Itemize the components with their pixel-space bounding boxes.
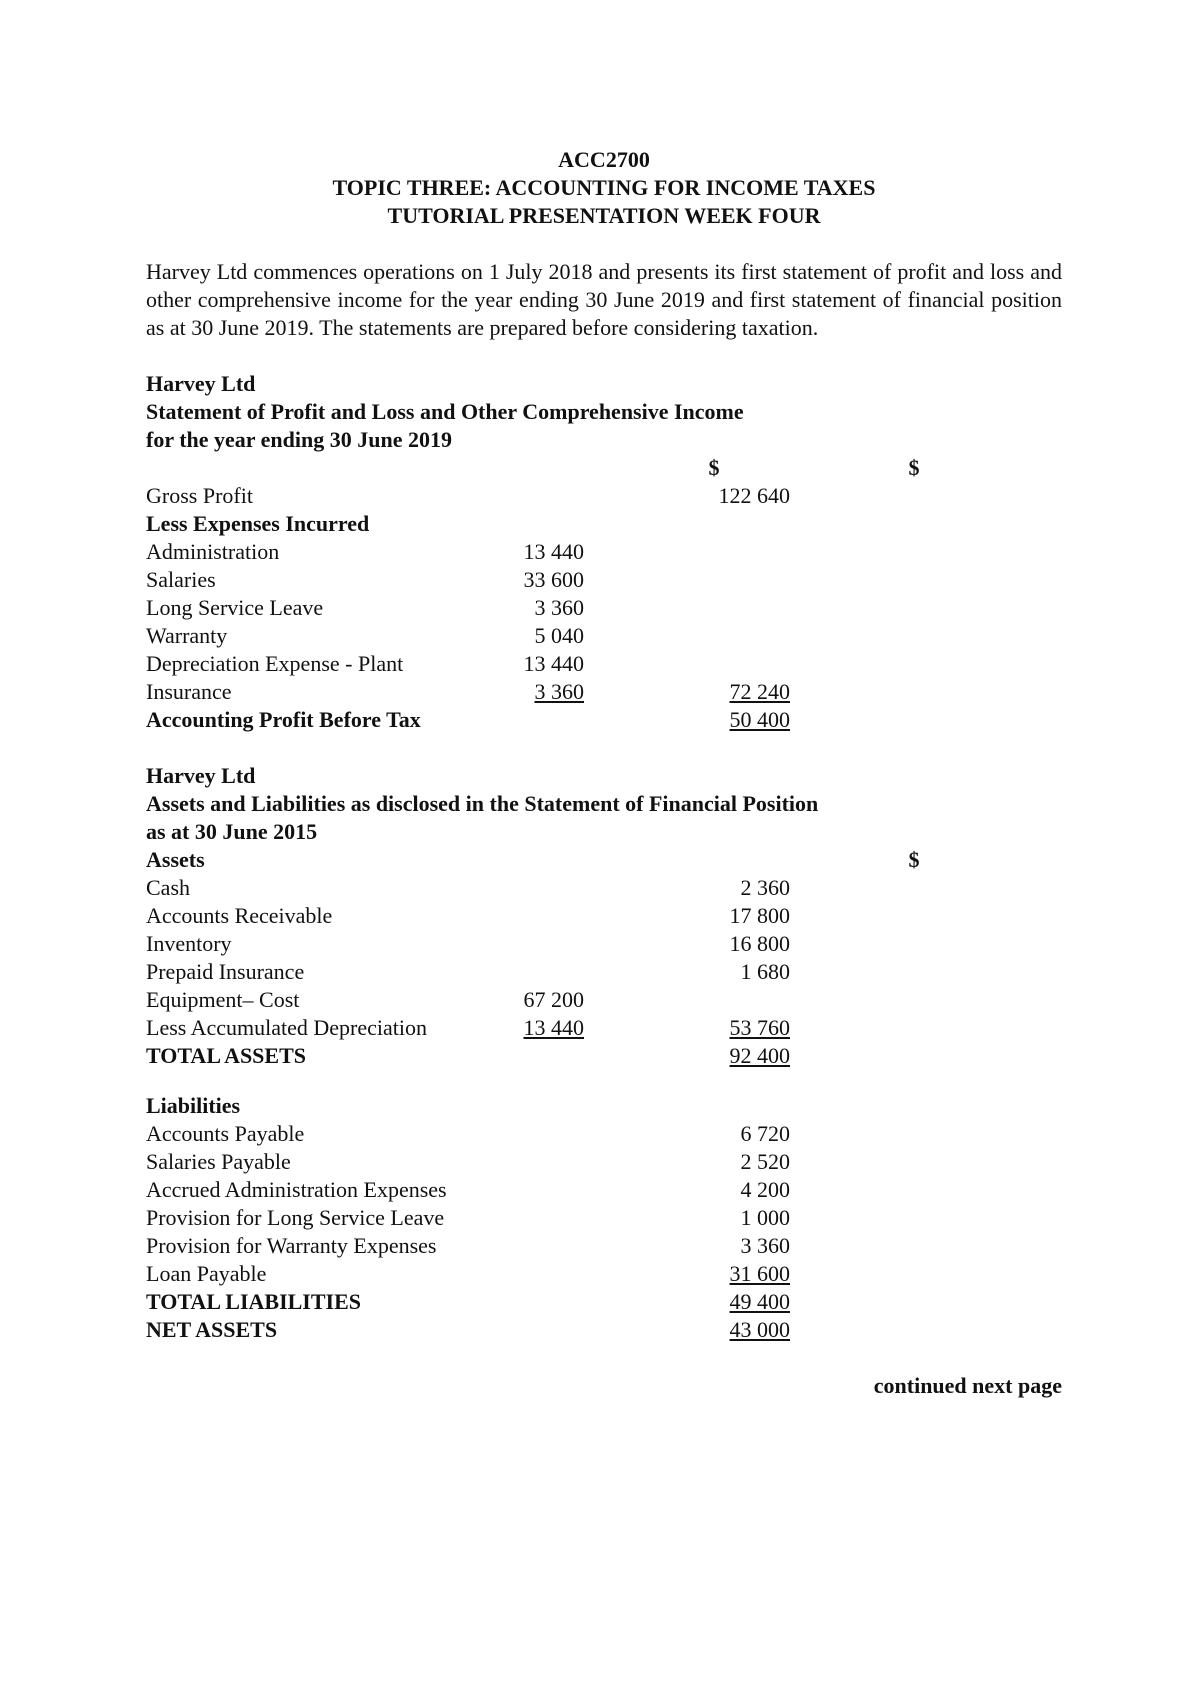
pl-row-profit bbox=[146, 706, 1062, 734]
bs-row-total-assets bbox=[146, 1042, 1062, 1070]
document-page bbox=[146, 146, 1062, 1400]
row-label: Accounts Receivable bbox=[146, 903, 333, 928]
row-label: TOTAL LIABILITIES bbox=[146, 1289, 362, 1314]
row-value: 5 040 bbox=[534, 623, 584, 648]
row-label: TOTAL ASSETS bbox=[146, 1043, 307, 1068]
table-row bbox=[146, 594, 1062, 622]
pl-col1-header: $ bbox=[708, 455, 720, 480]
total-assets-value: 92 400 bbox=[729, 1043, 790, 1068]
topic-title: TOPIC THREE: ACCOUNTING FOR INCOME TAXES bbox=[332, 175, 876, 200]
row-value: 1 680 bbox=[740, 959, 790, 984]
bs-col-header: $ bbox=[908, 847, 920, 872]
bs-row-total-liabilities bbox=[146, 1288, 1062, 1316]
pl-row-insurance bbox=[146, 678, 1062, 706]
row-label: NET ASSETS bbox=[146, 1317, 278, 1342]
pl-title: Statement of Profit and Loss and Other Comprehensive Income bbox=[146, 399, 744, 424]
row-label: Gross Profit bbox=[146, 483, 253, 508]
table-row bbox=[146, 1204, 1062, 1232]
row-label: Administration bbox=[146, 539, 280, 564]
row-value: 3 360 bbox=[534, 679, 584, 704]
row-label: Accrued Administration Expenses bbox=[146, 1177, 447, 1202]
row-value: 6 720 bbox=[740, 1121, 790, 1146]
pl-less-heading bbox=[146, 510, 1062, 538]
row-value: 122 640 bbox=[718, 483, 790, 508]
profit-loss-statement bbox=[146, 370, 1062, 734]
assets-heading: Assets bbox=[146, 847, 205, 872]
liabilities-heading: Liabilities bbox=[146, 1093, 241, 1118]
intro-paragraph: Harvey Ltd commences operations on 1 July 2018 and presents its first statement of profit and loss and other comprehensive income for the year ending 30 June 2019 and first statement of financial position as at 30 June 2019. The statements are prepared before considering taxation. bbox=[146, 259, 1062, 340]
table-row bbox=[146, 874, 1062, 902]
row-label: Loan Payable bbox=[146, 1261, 267, 1286]
continued-note: continued next page bbox=[873, 1373, 1062, 1398]
table-row bbox=[146, 622, 1062, 650]
bs-row-accum-dep bbox=[146, 1014, 1062, 1042]
row-value: 67 200 bbox=[523, 987, 584, 1012]
table-row bbox=[146, 1176, 1062, 1204]
row-value: 3 360 bbox=[740, 1233, 790, 1258]
pl-col2-header: $ bbox=[908, 455, 920, 480]
row-value: 17 800 bbox=[729, 903, 790, 928]
row-value: 13 440 bbox=[523, 539, 584, 564]
table-row bbox=[146, 1120, 1062, 1148]
bs-company: Harvey Ltd bbox=[146, 763, 256, 788]
row-value: 13 440 bbox=[523, 1015, 584, 1040]
table-row bbox=[146, 958, 1062, 986]
tutorial-subtitle: TUTORIAL PRESENTATION WEEK FOUR bbox=[387, 203, 821, 228]
profit-value: 50 400 bbox=[729, 707, 790, 732]
row-label: Long Service Leave bbox=[146, 595, 324, 620]
course-code: ACC2700 bbox=[558, 147, 650, 172]
row-label: Equipment– Cost bbox=[146, 987, 300, 1012]
net-assets-value: 43 000 bbox=[729, 1317, 790, 1342]
row-label: Depreciation Expense - Plant bbox=[146, 651, 404, 676]
row-value: 16 800 bbox=[729, 931, 790, 956]
pl-column-headers bbox=[146, 454, 1062, 482]
row-label: Warranty bbox=[146, 623, 228, 648]
net-equipment-value: 53 760 bbox=[729, 1015, 790, 1040]
table-row bbox=[146, 1148, 1062, 1176]
row-label: Cash bbox=[146, 875, 190, 900]
bs-assets-header bbox=[146, 846, 1062, 874]
row-label: Salaries Payable bbox=[146, 1149, 291, 1174]
row-label: Accounts Payable bbox=[146, 1121, 305, 1146]
financial-position-statement bbox=[146, 762, 1062, 1344]
row-label: Less Accumulated Depreciation bbox=[146, 1015, 428, 1040]
bs-title: Assets and Liabilities as disclosed in the Statement of Financial Position bbox=[146, 791, 819, 816]
bs-row-loan bbox=[146, 1260, 1062, 1288]
row-value: 31 600 bbox=[729, 1261, 790, 1286]
row-label: Provision for Warranty Expenses bbox=[146, 1233, 437, 1258]
table-row bbox=[146, 902, 1062, 930]
row-value: 4 200 bbox=[740, 1177, 790, 1202]
bs-liabilities-header bbox=[146, 1092, 1062, 1120]
row-label: Inventory bbox=[146, 931, 232, 956]
table-row bbox=[146, 930, 1062, 958]
expenses-total: 72 240 bbox=[729, 679, 790, 704]
row-label: Provision for Long Service Leave bbox=[146, 1205, 445, 1230]
table-row bbox=[146, 538, 1062, 566]
table-row bbox=[146, 1232, 1062, 1260]
row-value: 3 360 bbox=[534, 595, 584, 620]
row-value: 13 440 bbox=[523, 651, 584, 676]
row-label: Insurance bbox=[146, 679, 232, 704]
bs-row-equipment bbox=[146, 986, 1062, 1014]
row-label: Salaries bbox=[146, 567, 216, 592]
row-label: Accounting Profit Before Tax bbox=[146, 707, 421, 732]
section-heading: Less Expenses Incurred bbox=[146, 511, 370, 536]
table-row bbox=[146, 650, 1062, 678]
bs-period: as at 30 June 2015 bbox=[146, 819, 318, 844]
pl-row-gross-profit bbox=[146, 482, 1062, 510]
total-liabilities-value: 49 400 bbox=[729, 1289, 790, 1314]
pl-company: Harvey Ltd bbox=[146, 371, 256, 396]
row-value: 33 600 bbox=[523, 567, 584, 592]
row-value: 2 520 bbox=[740, 1149, 790, 1174]
row-value: 1 000 bbox=[740, 1205, 790, 1230]
pl-period: for the year ending 30 June 2019 bbox=[146, 427, 452, 452]
bs-row-net-assets bbox=[146, 1316, 1062, 1344]
table-row bbox=[146, 566, 1062, 594]
row-label: Prepaid Insurance bbox=[146, 959, 305, 984]
row-value: 2 360 bbox=[740, 875, 790, 900]
